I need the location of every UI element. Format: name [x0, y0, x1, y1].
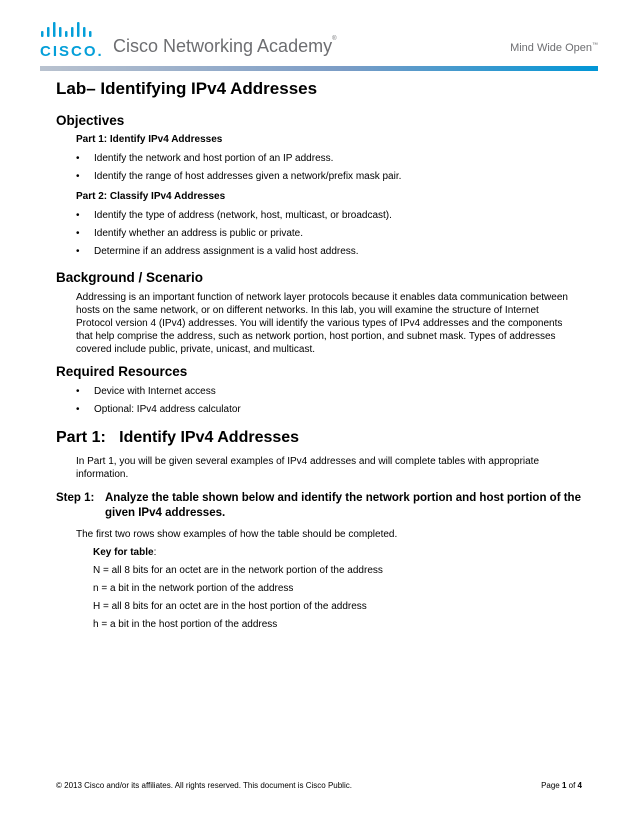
- footer-copyright: © 2013 Cisco and/or its affiliates. All rights reserved. This document is Cisco Public.: [56, 781, 352, 790]
- bullet-icon: •: [76, 153, 80, 164]
- step1-label: Step 1:: [56, 492, 95, 504]
- document-page: CISCO. Cisco Networking Academy® Mind Wide Open™ Lab– Identifying IPv4 Addresses Objectives Part 1: Identify IPv4 Addresses • Identify the network and host portion of an IP address. • Identify the range of host addresses given a network/prefix mask pair. Part 2: Classify IPv4 Addresses • Identify the type of address (network, host, multicast, or broadcast). • Identify whether an address is public or private. • Determine if an address assignment is a valid host address. Background / Scenario Addressing is an important function of network layer protocols because it enables data communication between hosts on the same network, or on different networks. In this lab, you will examine the structure of Internet Protocol version 4 (IPv4) addresses. You will identify the various types of IPv4 addresses and the components that help comprise the address, such as network portion, host portion, and subnet mask. Types of addresses covered include public, private, unicast, and multicast. Required Resources • Device with Internet access • Optional: IPv4 address calculator Part 1: Identify IPv4 Addresses In Part 1, you will be given several examples of IPv4 addresses and will complete tables with appropriate information. Step 1: Analyze the table shown below and identify the network portion and host portion of the given IPv4 addresses. The first two rows show examples of how the table should be completed. Key for table: N = all 8 bits for an octet are in the network portion of the address n = a bit in the network portion of the address H = all 8 bits for an octet are in the host portion of the address h = a bit in the host portion of the address © 2013 Cisco and/or its affiliates. All rights reserved. This document is Cisco Public. Page 1 of 4: [0, 0, 638, 826]
- resources-heading: Required Resources: [56, 364, 188, 379]
- part1-objective-heading: Part 1: Identify IPv4 Addresses: [76, 134, 223, 145]
- bullet-icon: •: [76, 246, 80, 257]
- objectives-heading: Objectives: [56, 113, 125, 128]
- key-item: H = all 8 bits for an octet are in the host portion of the address: [93, 601, 367, 612]
- bullet-icon: •: [76, 210, 80, 221]
- bullet-icon: •: [76, 386, 80, 397]
- key-item: N = all 8 bits for an octet are in the network portion of the address: [93, 565, 383, 576]
- part1-title: Part 1: Identify IPv4 Addresses: [56, 429, 300, 446]
- header-rule: [40, 66, 598, 71]
- rows-note: The first two rows show examples of how the table should be completed.: [76, 529, 398, 540]
- cisco-wordmark: CISCO.: [40, 43, 104, 60]
- background-heading: Background / Scenario: [56, 270, 204, 285]
- page-number: Page 1 of 4: [541, 781, 582, 790]
- academy-name: Cisco Networking Academy®: [113, 36, 337, 56]
- tagline: Mind Wide Open™: [510, 42, 598, 54]
- bullet-icon: •: [76, 228, 80, 239]
- key-label: Key for table:: [93, 547, 157, 558]
- step1-text: Analyze the table shown below and identify the network portion and host portion of the given IPv4 addresses.: [105, 492, 581, 519]
- key-item: h = a bit in the host portion of the address: [93, 619, 278, 630]
- cisco-bridge-icon: [40, 22, 100, 42]
- background-paragraph: Addressing is an important function of network layer protocols because it enables data communication between hosts on the same network, or on different networks. In this lab, you will examine the structure of Internet Protocol version 4 (IPv4) addresses. You will identify the various types of IPv4 addresses and the components that help comprise the address, such as network portion, host portion, and subnet mask. Types of addresses covered include public, private, unicast, and multicast.: [76, 292, 568, 355]
- part1-intro: In Part 1, you will be given several examples of IPv4 addresses and will complete tables with appropriate information.: [76, 456, 540, 480]
- bullet-icon: •: [76, 171, 80, 182]
- part2-objective-heading: Part 2: Classify IPv4 Addresses: [76, 191, 226, 202]
- bullet-icon: •: [76, 404, 80, 415]
- key-item: n = a bit in the network portion of the address: [93, 583, 294, 594]
- document-title: Lab– Identifying IPv4 Addresses: [56, 79, 318, 98]
